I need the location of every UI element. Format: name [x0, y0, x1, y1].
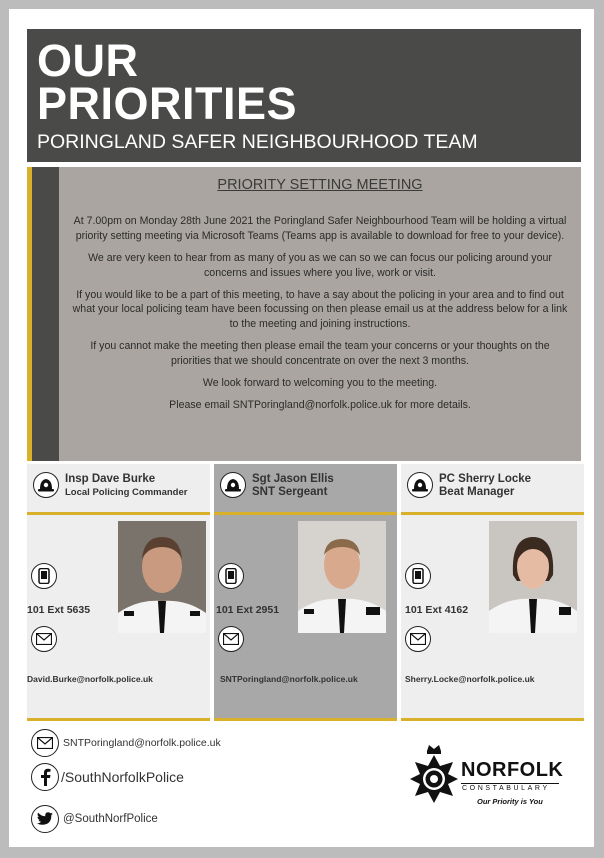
- officer-email[interactable]: SNTPoringland@norfolk.police.uk: [220, 674, 358, 684]
- officer-card-ellis: [214, 464, 397, 719]
- norfolk-constabulary-logo: [409, 741, 569, 807]
- officer-name: Sgt Jason Ellis: [252, 473, 334, 485]
- officer-photo: [489, 521, 577, 633]
- contact-email[interactable]: SNTPoringland@norfolk.police.uk: [63, 737, 221, 749]
- logo-name: NORFOLK: [461, 759, 564, 781]
- mail-icon: [218, 626, 244, 652]
- officer-header: [220, 472, 334, 499]
- gold-divider: [401, 718, 584, 721]
- gold-divider: [27, 512, 210, 515]
- contact-facebook-row: [31, 763, 184, 791]
- gold-divider: [214, 512, 397, 515]
- logo-tagline: Our Priority is You: [477, 797, 543, 806]
- mail-icon: [405, 626, 431, 652]
- gold-divider: [401, 512, 584, 515]
- officer-phone: 101 Ext 4162: [405, 604, 469, 616]
- police-helmet-icon: [33, 472, 59, 498]
- dark-accent-bar: [32, 167, 59, 461]
- officer-role: SNT Sergeant: [252, 486, 328, 498]
- phone-icon: [405, 563, 431, 589]
- officer-email[interactable]: David.Burke@norfolk.police.uk: [27, 674, 153, 684]
- mail-icon: [31, 729, 59, 757]
- meeting-paragraph: We look forward to welcoming you to the meeting.: [202, 377, 438, 390]
- meeting-heading: PRIORITY SETTING MEETING: [217, 177, 423, 193]
- officer-photo: [118, 521, 206, 633]
- team-subtitle: PORINGLAND SAFER NEIGHBOURHOOD TEAM: [37, 131, 478, 153]
- police-helmet-icon: [220, 472, 246, 498]
- phone-icon: [31, 563, 57, 589]
- meeting-paragraph: If you cannot make the meeting then please email the team your concerns or your thoughts on the priorities that we should concentrate on over the next 3 months.: [90, 340, 550, 367]
- title-line-2: PRIORITIES: [37, 78, 298, 129]
- meeting-paragraph: At 7.00pm on Monday 28th June 2021 the Poringland Safer Neighbourhood Team will be holding a virtual priority setting meeting via Microsoft Teams (Teams app is available to download for free to your device).: [73, 215, 567, 242]
- logo-rule: [461, 783, 559, 784]
- mail-icon: [31, 626, 57, 652]
- gold-divider: [214, 718, 397, 721]
- police-helmet-icon: [407, 472, 433, 498]
- contact-facebook[interactable]: /SouthNorfolkPolice: [61, 769, 184, 785]
- meeting-paragraph: We are very keen to hear from as many of you as we can so we can focus our policing around your concerns and issues where you live, work or visit.: [88, 252, 552, 279]
- phone-icon: [218, 563, 244, 589]
- officer-card-burke: [27, 464, 210, 719]
- officer-name: PC Sherry Locke: [439, 473, 532, 485]
- meeting-paragraph: If you would like to be a part of this meeting, to have a say about the policing in your area and to find out what your local policing team have been focussing on then please email us at the address below for a link to the meeting and joining instructions.: [72, 289, 568, 330]
- contact-twitter[interactable]: @SouthNorfPolice: [63, 813, 158, 825]
- header-banner: [27, 29, 581, 162]
- officer-role: Local Policing Commander: [65, 487, 188, 498]
- contact-email-row: [31, 729, 221, 757]
- officer-email[interactable]: Sherry.Locke@norfolk.police.uk: [405, 674, 535, 684]
- meeting-text: [59, 167, 581, 461]
- police-star-badge-icon: [409, 741, 459, 807]
- officer-header: [33, 472, 187, 499]
- contact-twitter-row: [31, 805, 158, 833]
- officer-card-locke: [401, 464, 584, 719]
- gold-divider: [27, 718, 210, 721]
- twitter-icon: [31, 805, 59, 833]
- officer-phone: 101 Ext 5635: [27, 604, 91, 616]
- poster: [9, 9, 594, 847]
- meeting-panel: [27, 167, 581, 461]
- logo-subname: CONSTABULARY: [462, 785, 550, 792]
- officer-name: Insp Dave Burke: [65, 473, 156, 485]
- officer-role: Beat Manager: [439, 486, 515, 498]
- meeting-paragraph: Please email SNTPoringland@norfolk.police.uk for more details.: [169, 399, 471, 412]
- officer-photo: [298, 521, 386, 633]
- officer-phone: 101 Ext 2951: [216, 604, 280, 616]
- facebook-icon: [31, 763, 59, 791]
- title-line-1: OUR: [37, 35, 139, 86]
- officer-header: [407, 472, 531, 499]
